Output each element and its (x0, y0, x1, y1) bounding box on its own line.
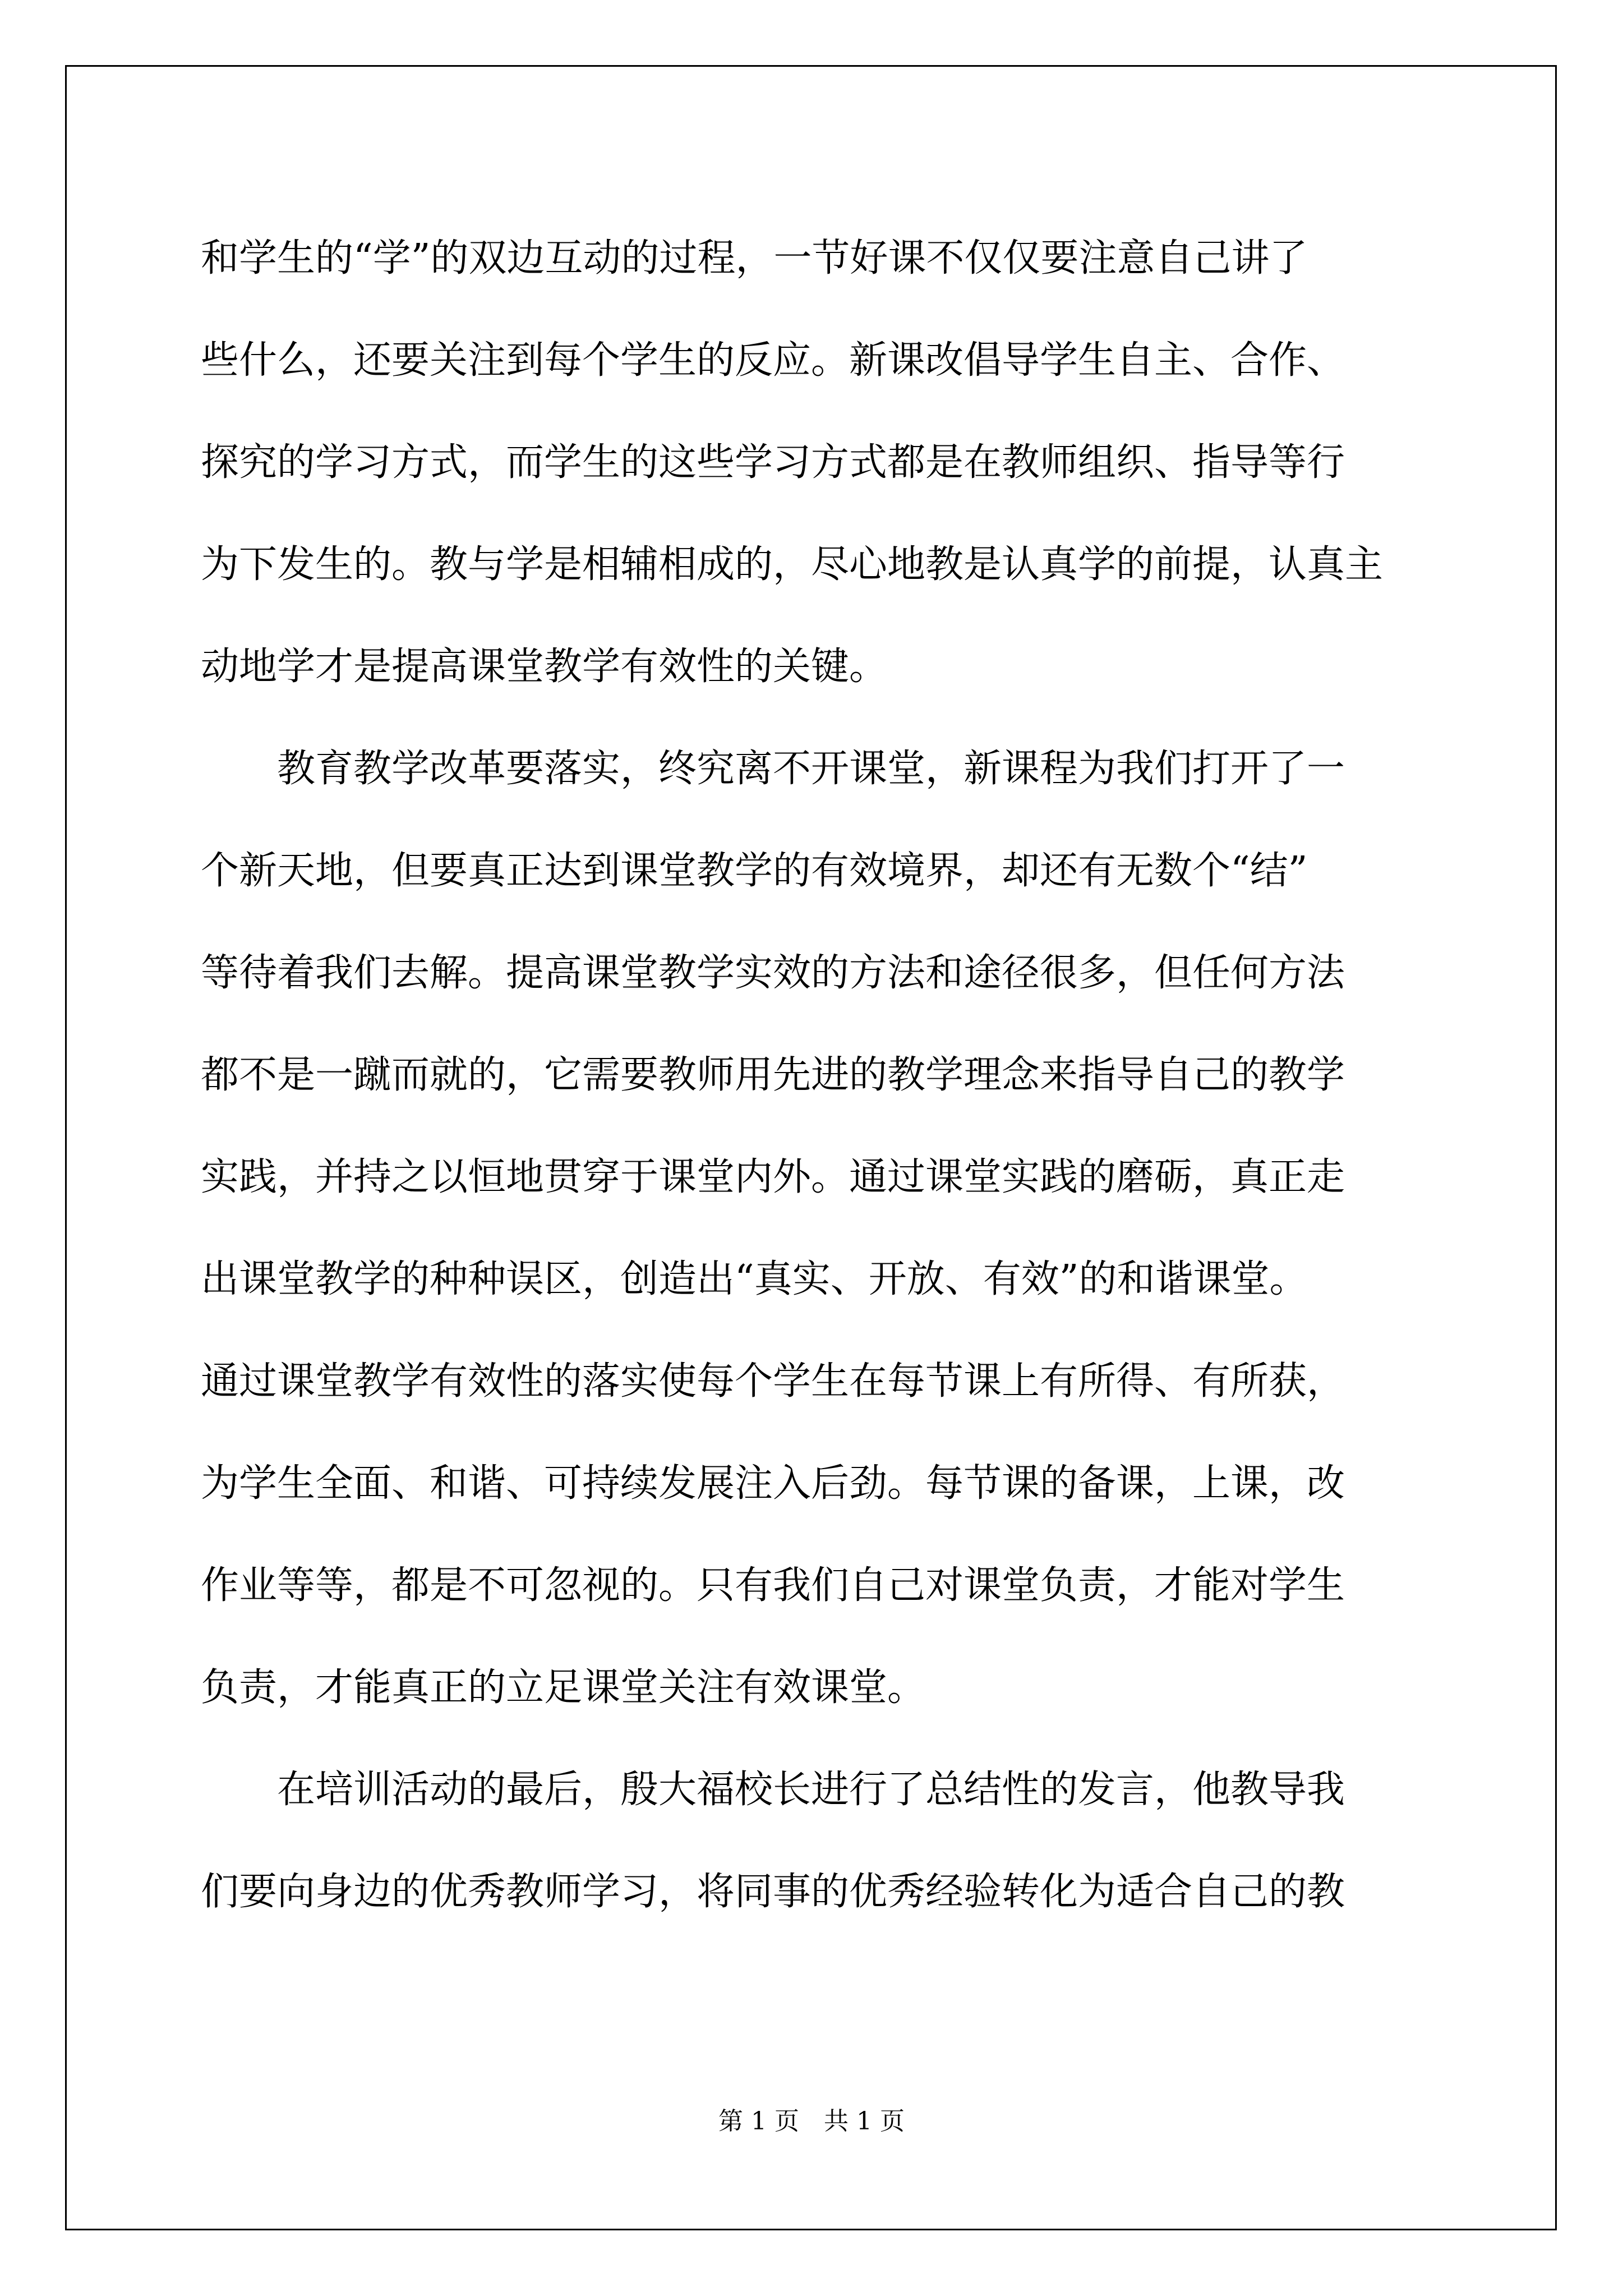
text-line: 实践，并持之以恒地贯穿于课堂内外。通过课堂实践的磨砺，真正走 (201, 1155, 1345, 1199)
text-line: 作业等等，都是不可忽视的。只有我们自己对课堂负责，才能对学生 (201, 1563, 1345, 1608)
document-body (201, 208, 1429, 1943)
text-line: 些什么，还要关注到每个学生的反应。新课改倡导学生自主、合作、 (201, 338, 1345, 383)
text-line: 都不是一蹴而就的，它需要教师用先进的教学理念来指导自己的教学 (201, 1053, 1345, 1097)
text-line: 们要向身边的优秀教师学习，将同事的优秀经验转化为适合自己的教 (201, 1870, 1345, 1914)
text-line: 为学生全面、和谐、可持续发展注入后劲。每节课的备课，上课，改 (201, 1461, 1345, 1506)
text-line: 等待着我们去解。提高课堂教学实效的方法和途径很多，但任何方法 (201, 951, 1345, 995)
text-line: 为下发生的。教与学是相辅相成的，尽心地教是认真学的前提，认真主 (201, 542, 1384, 587)
text-line: 教育教学改革要落实，终究离不开课堂，新课程为我们打开了一 (201, 747, 1345, 791)
text-line: 探究的学习方式，而学生的这些学习方式都是在教师组织、指导等行 (201, 440, 1345, 485)
text-line: 负责，才能真正的立足课堂关注有效课堂。 (201, 1665, 926, 1710)
text-line: 通过课堂教学有效性的落实使每个学生在每节课上有所得、有所获， (201, 1359, 1345, 1404)
text-line: 动地学才是提高课堂教学有效性的关键。 (201, 645, 888, 689)
text-line: 在培训活动的最后，殷大福校长进行了总结性的发言，他教导我 (201, 1768, 1345, 1812)
text-line: 和学生的“学”的双边互动的过程，一节好课不仅仅要注意自己讲了 (201, 236, 1308, 280)
text-line: 出课堂教学的种种误区，创造出“真实、开放、有效”的和谐课堂。 (201, 1257, 1308, 1301)
page-number: 第 1 页 共 1 页 (718, 2107, 905, 2136)
text-line: 个新天地，但要真正达到课堂教学的有效境界，却还有无数个“结” (201, 849, 1308, 893)
